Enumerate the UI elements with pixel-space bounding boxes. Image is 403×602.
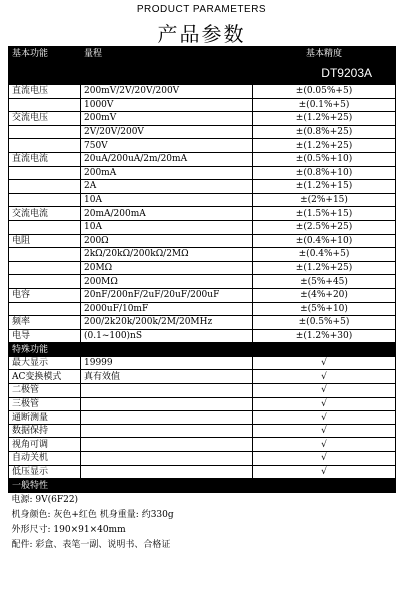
accuracy-cell: √ bbox=[253, 424, 396, 438]
table-row bbox=[9, 248, 396, 262]
table-row bbox=[9, 397, 396, 411]
table-row bbox=[9, 329, 396, 343]
general-text: 机身颜色: 灰色+红色 机身重量: 约330g bbox=[11, 510, 174, 521]
range-cell: (0.1~100)nS bbox=[81, 329, 253, 343]
function-cell bbox=[9, 220, 81, 234]
function-cell: 电阻 bbox=[9, 234, 81, 248]
table-row bbox=[9, 207, 396, 221]
table-row bbox=[9, 275, 396, 289]
special-features-header-label: 特殊功能 bbox=[9, 343, 396, 357]
accuracy-cell: √ bbox=[253, 384, 396, 398]
accuracy-cell: ±(5%+10) bbox=[253, 302, 396, 316]
accuracy-cell: ±(1.2%+15) bbox=[253, 180, 396, 194]
general-features-header-label: 一般特性 bbox=[9, 479, 396, 493]
header-range: 量程 bbox=[81, 47, 253, 62]
function-cell: AC变换模式 bbox=[9, 370, 81, 384]
accuracy-cell: √ bbox=[253, 465, 396, 479]
range-cell: 200/2k20k/200k/2M/20MHz bbox=[81, 316, 253, 330]
accuracy-cell: ±(0.5%+5) bbox=[253, 316, 396, 330]
general-line bbox=[9, 523, 396, 538]
accuracy-cell: ±(0.05%+5) bbox=[253, 85, 396, 99]
parameters-table bbox=[8, 46, 396, 553]
function-cell: 三极管 bbox=[9, 397, 81, 411]
accuracy-cell: ±(2%+15) bbox=[253, 193, 396, 207]
accuracy-cell: √ bbox=[253, 370, 396, 384]
function-cell: 数据保持 bbox=[9, 424, 81, 438]
table-row bbox=[9, 85, 396, 99]
range-cell: 19999 bbox=[81, 356, 253, 370]
general-text: 配件: 彩盒、表笔一副、说明书、合格证 bbox=[11, 540, 171, 551]
table-row bbox=[9, 288, 396, 302]
table-row bbox=[9, 261, 396, 275]
range-cell: 10A bbox=[81, 193, 253, 207]
range-cell: 2kΩ/20kΩ/200kΩ/2MΩ bbox=[81, 248, 253, 262]
table-row bbox=[9, 139, 396, 153]
range-cell: 750V bbox=[81, 139, 253, 153]
accuracy-cell: ±(0.4%+5) bbox=[253, 248, 396, 262]
accuracy-cell: √ bbox=[253, 397, 396, 411]
table-row bbox=[9, 465, 396, 479]
accuracy-cell: ±(1.2%+25) bbox=[253, 261, 396, 275]
table-row bbox=[9, 180, 396, 194]
table-row bbox=[9, 411, 396, 425]
function-cell: 电导 bbox=[9, 329, 81, 343]
range-cell: 1000V bbox=[81, 98, 253, 112]
accuracy-cell: ±(0.8%+10) bbox=[253, 166, 396, 180]
function-cell bbox=[9, 166, 81, 180]
table-row bbox=[9, 438, 396, 452]
function-cell bbox=[9, 125, 81, 139]
function-cell bbox=[9, 302, 81, 316]
table-row bbox=[9, 125, 396, 139]
accuracy-cell: ±(4%+20) bbox=[253, 288, 396, 302]
table-row bbox=[9, 112, 396, 126]
function-cell: 频率 bbox=[9, 316, 81, 330]
accuracy-cell: ±(0.8%+25) bbox=[253, 125, 396, 139]
range-cell: 200mV/2V/20V/200V bbox=[81, 85, 253, 99]
title-chinese: 产品参数 bbox=[157, 22, 246, 46]
special-features-header bbox=[9, 343, 396, 357]
table-row bbox=[9, 370, 396, 384]
range-cell: 200mA bbox=[81, 166, 253, 180]
range-cell bbox=[81, 438, 253, 452]
accuracy-cell: ±(2.5%+25) bbox=[253, 220, 396, 234]
function-cell bbox=[9, 275, 81, 289]
table-row bbox=[9, 98, 396, 112]
function-cell: 最大显示 bbox=[9, 356, 81, 370]
range-cell bbox=[81, 452, 253, 466]
general-line bbox=[9, 538, 396, 553]
table-header-row bbox=[9, 47, 396, 62]
function-cell: 低压显示 bbox=[9, 465, 81, 479]
accuracy-cell: ±(1.2%+30) bbox=[253, 329, 396, 343]
table-row bbox=[9, 424, 396, 438]
function-cell: 电容 bbox=[9, 288, 81, 302]
range-cell bbox=[81, 465, 253, 479]
function-cell: 二极管 bbox=[9, 384, 81, 398]
function-cell: 通断测量 bbox=[9, 411, 81, 425]
accuracy-cell: ±(1.2%+25) bbox=[253, 112, 396, 126]
function-cell bbox=[9, 180, 81, 194]
function-cell: 交流电流 bbox=[9, 207, 81, 221]
accuracy-cell: ±(0.5%+10) bbox=[253, 152, 396, 166]
header-accuracy: 基本精度 bbox=[253, 47, 396, 62]
range-cell: 10A bbox=[81, 220, 253, 234]
accuracy-cell: √ bbox=[253, 438, 396, 452]
table-row bbox=[9, 316, 396, 330]
range-cell: 20uA/200uA/2m/20mA bbox=[81, 152, 253, 166]
range-cell: 2V/20V/200V bbox=[81, 125, 253, 139]
function-cell bbox=[9, 139, 81, 153]
table-row bbox=[9, 356, 396, 370]
range-cell: 20mA/200mA bbox=[81, 207, 253, 221]
range-cell: 2A bbox=[81, 180, 253, 194]
range-cell: 200Ω bbox=[81, 234, 253, 248]
accuracy-cell: √ bbox=[253, 452, 396, 466]
range-cell: 200MΩ bbox=[81, 275, 253, 289]
range-cell bbox=[81, 411, 253, 425]
function-cell bbox=[9, 261, 81, 275]
table-row bbox=[9, 384, 396, 398]
range-cell: 2000uF/10mF bbox=[81, 302, 253, 316]
function-cell bbox=[9, 193, 81, 207]
range-cell bbox=[81, 424, 253, 438]
function-cell bbox=[9, 98, 81, 112]
function-cell: 视角可调 bbox=[9, 438, 81, 452]
table-row bbox=[9, 166, 396, 180]
table-row bbox=[9, 452, 396, 466]
general-line bbox=[9, 492, 396, 508]
accuracy-cell: ±(0.4%+10) bbox=[253, 234, 396, 248]
general-features-header bbox=[9, 479, 396, 493]
accuracy-cell: √ bbox=[253, 411, 396, 425]
table-row bbox=[9, 234, 396, 248]
function-cell: 直流电流 bbox=[9, 152, 81, 166]
function-cell: 直流电压 bbox=[9, 85, 81, 99]
general-text: 外形尺寸: 190×91×40mm bbox=[11, 525, 126, 536]
table-row bbox=[9, 152, 396, 166]
title-english: PRODUCT PARAMETERS bbox=[136, 4, 267, 15]
general-text: 电源: 9V(6F22) bbox=[11, 495, 79, 506]
range-cell: 20MΩ bbox=[81, 261, 253, 275]
range-cell: 200mV bbox=[81, 112, 253, 126]
function-cell: 自动关机 bbox=[9, 452, 81, 466]
range-cell: 20nF/200nF/2uF/20uF/200uF bbox=[81, 288, 253, 302]
table-model-row bbox=[9, 62, 396, 85]
table-row bbox=[9, 302, 396, 316]
header-function: 基本功能 bbox=[9, 47, 81, 62]
accuracy-cell: √ bbox=[253, 356, 396, 370]
function-cell bbox=[9, 248, 81, 262]
range-cell bbox=[81, 384, 253, 398]
range-cell bbox=[81, 397, 253, 411]
general-line bbox=[9, 508, 396, 523]
accuracy-cell: ±(5%+45) bbox=[253, 275, 396, 289]
function-cell: 交流电压 bbox=[9, 112, 81, 126]
accuracy-cell: ±(1.2%+25) bbox=[253, 139, 396, 153]
accuracy-cell: ±(0.1%+5) bbox=[253, 98, 396, 112]
model-name: DT9203A bbox=[321, 66, 372, 80]
accuracy-cell: ±(1.5%+15) bbox=[253, 207, 396, 221]
table-row bbox=[9, 220, 396, 234]
range-cell: 真有效值 bbox=[81, 370, 253, 384]
table-row bbox=[9, 193, 396, 207]
